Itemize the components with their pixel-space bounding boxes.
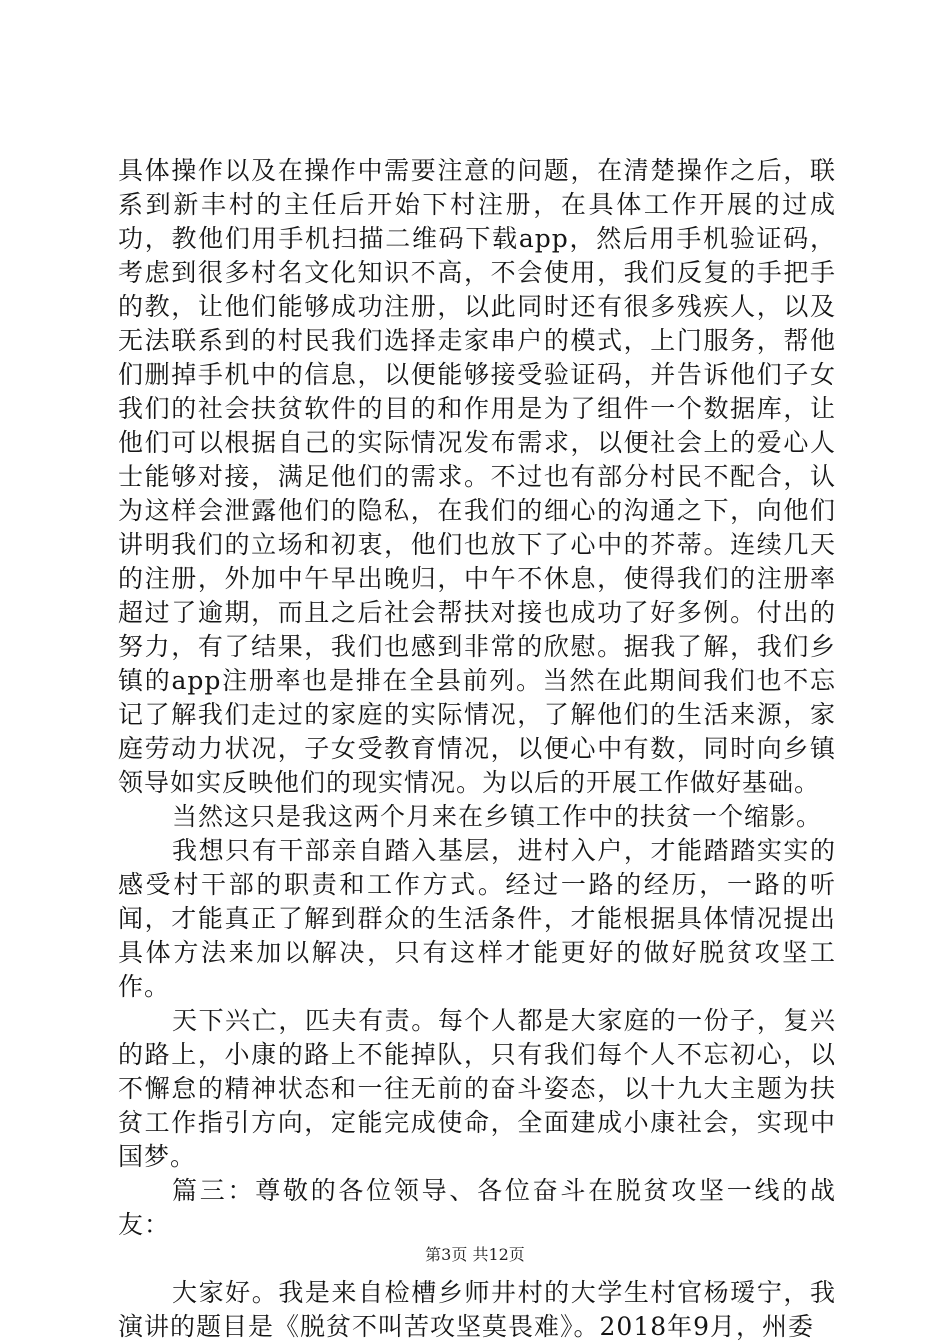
- paragraph-grassroots: 我想只有干部亲自踏入基层，进村入户，才能踏踏实实的感受村干部的职责和工作方式。经过一路的经历，一路的听闻，才能真正了解到群众的生活条件，才能根据具体情况提出具体方法来加以解决，只有这样才能更好的做好脱贫攻坚工作。: [118, 836, 836, 1001]
- page-number-footer: 第3页 共12页: [425, 1245, 525, 1264]
- document-body: [118, 154, 836, 1344]
- paragraph-section-three-heading: 篇三：尊敬的各位领导、各位奋斗在脱贫攻坚一线的战友：: [118, 1176, 836, 1239]
- paragraph-summary: 当然这只是我这两个月来在乡镇工作中的扶贫一个缩影。: [172, 802, 823, 831]
- paragraph-speech-intro: 大家好。我是来自检槽乡师井村的大学生村官杨瑷宁，我演讲的题目是《脱贫不叫苦攻坚莫畏难》。2018年9月，州委: [118, 1278, 836, 1341]
- paragraph-responsibility: 天下兴亡，匹夫有责。每个人都是大家庭的一份子，复兴的路上，小康的路上不能掉队，只有我们每个人不忘初心，以不懈怠的精神状态和一往无前的奋斗姿态，以十九大主题为扶贫工作指引方向，定能完成使命，全面建成小康社会，实现中国梦。: [118, 1006, 836, 1171]
- paragraph-registration-work: 具体操作以及在操作中需要注意的问题，在清楚操作之后，联系到新丰村的主任后开始下村注册，在具体工作开展的过成功，教他们用手机扫描二维码下载app，然后用手机验证码，考虑到很多村名文化知识不高，不会使用，我们反复的手把手的教，让他们能够成功注册，以此同时还有很多残疾人，以及无法联系到的村民我们选择走家串户的模式，上门服务，帮他们删掉手机中的信息，以便能够接受验证码，并告诉他们子女我们的社会扶贫软件的目的和作用是为了组件一个数据库，让他们可以根据自己的实际情况发布需求，以便社会上的爱心人士能够对接，满足他们的需求。不过也有部分村民不配合，认为这样会泄露他们的隐私，在我们的细心的沟通之下，向他们讲明我们的立场和初衷，他们也放下了心中的芥蒂。连续几天的注册，外加中午早出晚归，中午不休息，使得我们的注册率超过了逾期，而且之后社会帮扶对接也成功了好多例。付出的努力，有了结果，我们也感到非常的欣慰。据我了解，我们乡镇的app注册率也是排在全县前列。当然在此期间我们也不忘记了解我们走过的家庭的实际情况，了解他们的生活来源，家庭劳动力状况，子女受教育情况，以便心中有数，同时向乡镇领导如实反映他们的现实情况。为以后的开展工作做好基础。: [118, 156, 836, 797]
